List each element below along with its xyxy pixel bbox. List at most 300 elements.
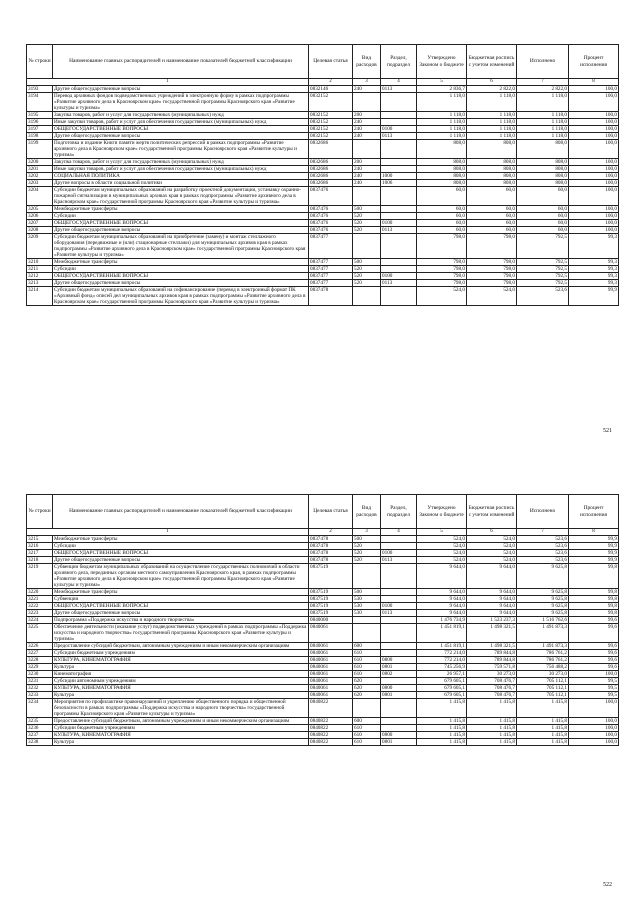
table-row xyxy=(27,133,619,140)
row-percent: 100,0 xyxy=(569,227,619,234)
table-row xyxy=(27,187,619,206)
row-number: 3193 xyxy=(27,86,53,93)
row-section xyxy=(381,589,417,596)
row-target-code: 0832686 xyxy=(309,173,353,180)
row-executed-amount: 9 625,8 xyxy=(517,596,569,603)
table-row xyxy=(27,643,619,650)
document-page-2 xyxy=(0,452,640,905)
table-row xyxy=(27,206,619,213)
table-row xyxy=(27,536,619,543)
header-approved: Утверждено Законом о бюджете xyxy=(417,45,467,79)
row-section xyxy=(381,234,417,259)
row-target-code: 0832152 xyxy=(309,93,353,112)
row-number: 3237 xyxy=(27,732,53,739)
table-row xyxy=(27,650,619,657)
row-expense-type xyxy=(353,234,381,259)
row-approved-amount: 808,0 xyxy=(417,166,467,173)
row-expense-type: 610 xyxy=(353,725,381,732)
row-roster-amount: 60,0 xyxy=(467,187,517,206)
row-name: Предоставление субсидий бюджетным, автономным учреждениям и иным некоммерческим организациям xyxy=(53,718,309,725)
row-name: Субсидии бюджетам муниципальных образований на разработку проектной документации, устанавку охранно-пожарной сигнализации в муниципальных архивах края в рамках подпрограммы «Развитие архивного дела в Красноярском крае» государственной программы Красноярского края «Развитие культуры и туризма» xyxy=(53,187,309,206)
row-number: 3223 xyxy=(27,610,53,617)
row-number: 3206 xyxy=(27,213,53,220)
row-name: Субвенции бюджетам муниципальных образований на осуществление государственных полномочий в области архивного дела, переданных органам местного самоуправления Красноярского края, в рамках подпрограммы «Развитие архивного дела в Красноярском крае» государственной программы Красноярского края «Развитие культуры и туризма» xyxy=(53,564,309,589)
row-approved-amount: 60,0 xyxy=(417,213,467,220)
row-approved-amount: 1 476 734,9 xyxy=(417,617,467,624)
table-row xyxy=(27,259,619,266)
col-number: 8 xyxy=(569,529,619,536)
col-number: 2 xyxy=(309,529,353,536)
row-percent: 100,0 xyxy=(569,173,619,180)
row-number: 3205 xyxy=(27,206,53,213)
row-percent: 99,9 xyxy=(569,550,619,557)
table-row xyxy=(27,725,619,732)
row-target-code: 0840061 xyxy=(309,643,353,650)
col-number: 6 xyxy=(467,529,517,536)
row-name: Другие общегосударственные вопросы xyxy=(53,610,309,617)
row-executed-amount: 792,5 xyxy=(517,280,569,287)
table-row xyxy=(27,610,619,617)
row-target-code: 0837476 xyxy=(309,187,353,206)
row-approved-amount: 745 256,9 xyxy=(417,664,467,671)
row-roster-amount: 524,0 xyxy=(467,550,517,557)
row-section xyxy=(381,725,417,732)
row-percent: 100,0 xyxy=(569,213,619,220)
row-executed-amount: 9 625,8 xyxy=(517,610,569,617)
row-percent: 99,6 xyxy=(569,664,619,671)
row-target-code: 0837477 xyxy=(309,266,353,273)
row-roster-amount: 9 644,0 xyxy=(467,589,517,596)
header-approved: Утверждено Законом о бюджете xyxy=(417,495,467,529)
row-section xyxy=(381,543,417,550)
page-number: 521 xyxy=(603,428,612,434)
row-approved-amount: 1 451 819,1 xyxy=(417,624,467,643)
row-name: Культура xyxy=(53,664,309,671)
row-section: 0113 xyxy=(381,133,417,140)
row-percent: 100,0 xyxy=(569,180,619,187)
row-roster-amount: 798,0 xyxy=(467,234,517,259)
row-roster-amount: 708 476,7 xyxy=(467,692,517,699)
row-expense-type xyxy=(353,187,381,206)
row-roster-amount: 60,0 xyxy=(467,213,517,220)
row-name: Субсидии бюджетам муниципальных образований на софинансирование (перевод в электронный формат ПК «Архивный фонд» описей дел муниципальных архивов края в рамках подпрограммы «Развитие архивного дела в Красноярском крае» государственной программы Красноярского края «Развитие культуры и туризма» xyxy=(53,287,309,306)
row-expense-type: 500 xyxy=(353,536,381,543)
row-section: 0100 xyxy=(381,603,417,610)
row-number: 3211 xyxy=(27,266,53,273)
row-number: 3195 xyxy=(27,112,53,119)
row-target-code: 0837476 xyxy=(309,213,353,220)
row-name: Закупка товаров, работ и услуг для государственных (муниципальных) нужд xyxy=(53,112,309,119)
col-number: 6 xyxy=(467,79,517,86)
row-approved-amount: 808,0 xyxy=(417,180,467,187)
row-roster-amount: 1 118,0 xyxy=(467,93,517,112)
row-number: 3224 xyxy=(27,617,53,624)
row-executed-amount: 9 625,8 xyxy=(517,564,569,589)
header-executed: Исполнено xyxy=(517,45,569,79)
row-name: Субвенции xyxy=(53,596,309,603)
row-target-code: 0840061 xyxy=(309,624,353,643)
row-percent: 100,0 xyxy=(569,86,619,93)
row-expense-type: 520 xyxy=(353,280,381,287)
row-name: Культура xyxy=(53,739,309,746)
row-section xyxy=(381,266,417,273)
row-percent: 100,0 xyxy=(569,725,619,732)
header-roster: Бюджетная роспись с учетом изменений xyxy=(467,495,517,529)
row-expense-type: 530 xyxy=(353,610,381,617)
row-approved-amount: 1 118,0 xyxy=(417,119,467,126)
row-approved-amount: 1 415,8 xyxy=(417,718,467,725)
row-percent: 99,3 xyxy=(569,234,619,259)
row-expense-type: 620 xyxy=(353,678,381,685)
table-row xyxy=(27,543,619,550)
row-expense-type: 520 xyxy=(353,227,381,234)
row-name: СОЦИАЛЬНАЯ ПОЛИТИКА xyxy=(53,173,309,180)
table-row xyxy=(27,596,619,603)
row-name: Другие вопросы в области социальной политики xyxy=(53,180,309,187)
row-expense-type: 200 xyxy=(353,112,381,119)
row-number: 3208 xyxy=(27,227,53,234)
table-row xyxy=(27,126,619,133)
row-number: 3238 xyxy=(27,739,53,746)
table-row xyxy=(27,234,619,259)
row-target-code: 0832146 xyxy=(309,86,353,93)
row-name: Другие общегосударственные вопросы xyxy=(53,280,309,287)
row-target-code: 0832152 xyxy=(309,133,353,140)
row-percent: 99,8 xyxy=(569,610,619,617)
col-number: 7 xyxy=(517,529,569,536)
row-roster-amount: 798,0 xyxy=(467,266,517,273)
row-target-code: 0837519 xyxy=(309,596,353,603)
row-roster-amount: 9 644,0 xyxy=(467,603,517,610)
row-expense-type: 610 xyxy=(353,732,381,739)
row-percent: 100,0 xyxy=(569,93,619,112)
row-section xyxy=(381,564,417,589)
row-approved-amount: 524,0 xyxy=(417,287,467,306)
row-executed-amount: 808,0 xyxy=(517,159,569,166)
row-target-code: 0840822 xyxy=(309,739,353,746)
row-roster-amount: 1 415,8 xyxy=(467,725,517,732)
table-row xyxy=(27,732,619,739)
table-row xyxy=(27,671,619,678)
row-roster-amount: 789 844,8 xyxy=(467,650,517,657)
row-approved-amount: 1 415,8 xyxy=(417,699,467,718)
row-approved-amount: 798,0 xyxy=(417,273,467,280)
row-expense-type: 520 xyxy=(353,557,381,564)
row-target-code: 0832686 xyxy=(309,166,353,173)
row-number: 3233 xyxy=(27,692,53,699)
row-roster-amount: 1 415,8 xyxy=(467,739,517,746)
row-approved-amount: 9 644,0 xyxy=(417,596,467,603)
row-name: ОБЩЕГОСУДАРСТВЕННЫЕ ВОПРОСЫ xyxy=(53,603,309,610)
row-number: 3219 xyxy=(27,564,53,589)
row-section xyxy=(381,166,417,173)
row-number: 3234 xyxy=(27,699,53,718)
table-row xyxy=(27,213,619,220)
header-roster: Бюджетная роспись с учетом изменений xyxy=(467,45,517,79)
row-section xyxy=(381,206,417,213)
row-percent: 99,8 xyxy=(569,596,619,603)
row-target-code: 0837478 xyxy=(309,543,353,550)
row-expense-type: 200 xyxy=(353,159,381,166)
row-target-code: 0832152 xyxy=(309,119,353,126)
row-section: 0113 xyxy=(381,86,417,93)
row-percent: 99,5 xyxy=(569,692,619,699)
row-roster-amount: 1 415,8 xyxy=(467,718,517,725)
row-percent: 99,9 xyxy=(569,287,619,306)
table-row xyxy=(27,166,619,173)
row-number: 3216 xyxy=(27,543,53,550)
row-target-code: 0837478 xyxy=(309,536,353,543)
row-roster-amount: 808,0 xyxy=(467,140,517,159)
row-approved-amount: 808,0 xyxy=(417,140,467,159)
row-executed-amount: 1 415,8 xyxy=(517,739,569,746)
row-percent: 99,6 xyxy=(569,643,619,650)
row-section: 0800 xyxy=(381,657,417,664)
header-code: Целевая статья xyxy=(309,495,353,529)
row-executed-amount: 523,6 xyxy=(517,550,569,557)
row-target-code: 0837476 xyxy=(309,227,353,234)
col-number: 4 xyxy=(381,529,417,536)
row-roster-amount: 808,0 xyxy=(467,159,517,166)
table-row xyxy=(27,678,619,685)
row-section: 0100 xyxy=(381,273,417,280)
table-row xyxy=(27,699,619,718)
row-number: 3212 xyxy=(27,273,53,280)
row-section xyxy=(381,596,417,603)
row-number: 3235 xyxy=(27,718,53,725)
row-executed-amount: 1 118,0 xyxy=(517,133,569,140)
table-row xyxy=(27,287,619,306)
row-target-code: 0837477 xyxy=(309,280,353,287)
row-executed-amount: 1 118,0 xyxy=(517,119,569,126)
row-target-code: 0837478 xyxy=(309,557,353,564)
row-approved-amount: 60,0 xyxy=(417,187,467,206)
col-number: 2 xyxy=(309,79,353,86)
row-executed-amount: 60,0 xyxy=(517,220,569,227)
row-name: Межбюджетные трансферты xyxy=(53,259,309,266)
row-name: Иные закупки товаров, работ и услуг для обеспечения государственных (муниципальных) нужд xyxy=(53,166,309,173)
row-executed-amount: 1 118,0 xyxy=(517,93,569,112)
row-expense-type: 520 xyxy=(353,220,381,227)
row-target-code: 0840061 xyxy=(309,664,353,671)
row-section: 0100 xyxy=(381,126,417,133)
row-executed-amount: 2 822,0 xyxy=(517,86,569,93)
row-roster-amount: 60,0 xyxy=(467,227,517,234)
row-section xyxy=(381,617,417,624)
table-header-row xyxy=(27,45,619,79)
row-section: 1006 xyxy=(381,180,417,187)
row-expense-type: 240 xyxy=(353,173,381,180)
row-executed-amount: 808,0 xyxy=(517,166,569,173)
row-number: 3227 xyxy=(27,650,53,657)
row-expense-type: 610 xyxy=(353,671,381,678)
row-expense-type xyxy=(353,699,381,718)
row-name: Субсидии бюджетным учреждениям xyxy=(53,650,309,657)
row-section: 0113 xyxy=(381,227,417,234)
row-expense-type: 530 xyxy=(353,596,381,603)
row-approved-amount: 1 415,8 xyxy=(417,732,467,739)
row-percent: 99,5 xyxy=(569,685,619,692)
row-percent: 99,5 xyxy=(569,678,619,685)
header-name: Наименование главных распорядителей и наименование показателей бюджетной классификации xyxy=(53,45,309,79)
row-executed-amount: 1 491 873,3 xyxy=(517,624,569,643)
row-section: 0800 xyxy=(381,685,417,692)
table-row xyxy=(27,227,619,234)
row-percent: 100,0 xyxy=(569,732,619,739)
row-executed-amount: 60,0 xyxy=(517,213,569,220)
row-approved-amount: 524,0 xyxy=(417,536,467,543)
row-number: 3213 xyxy=(27,280,53,287)
row-number: 3236 xyxy=(27,725,53,732)
row-executed-amount: 1 415,8 xyxy=(517,699,569,718)
row-approved-amount: 679 605,1 xyxy=(417,678,467,685)
row-number: 3201 xyxy=(27,166,53,173)
row-target-code: 0837519 xyxy=(309,564,353,589)
table-row xyxy=(27,173,619,180)
row-section xyxy=(381,112,417,119)
row-number: 3221 xyxy=(27,596,53,603)
row-percent: 99,3 xyxy=(569,266,619,273)
row-approved-amount: 1 118,0 xyxy=(417,93,467,112)
row-roster-amount: 524,0 xyxy=(467,557,517,564)
row-approved-amount: 808,0 xyxy=(417,173,467,180)
row-section: 0100 xyxy=(381,550,417,557)
budget-table xyxy=(26,44,619,306)
row-roster-amount: 1 523 237,3 xyxy=(467,617,517,624)
row-approved-amount: 1 118,0 xyxy=(417,133,467,140)
row-target-code: 0832686 xyxy=(309,140,353,159)
row-approved-amount: 679 605,1 xyxy=(417,692,467,699)
row-approved-amount: 808,0 xyxy=(417,159,467,166)
row-target-code: 0840061 xyxy=(309,657,353,664)
row-roster-amount: 1 118,0 xyxy=(467,119,517,126)
row-expense-type: 600 xyxy=(353,718,381,725)
row-target-code: 0837478 xyxy=(309,287,353,306)
row-target-code: 0840000 xyxy=(309,617,353,624)
row-approved-amount: 1 415,8 xyxy=(417,739,467,746)
row-section: 1000 xyxy=(381,173,417,180)
row-roster-amount: 759 571,8 xyxy=(467,664,517,671)
row-target-code: 0837519 xyxy=(309,610,353,617)
row-section xyxy=(381,643,417,650)
col-number: 5 xyxy=(417,529,467,536)
row-roster-amount: 808,0 xyxy=(467,166,517,173)
row-name: Межбюджетные трансферты xyxy=(53,536,309,543)
row-executed-amount: 792,5 xyxy=(517,266,569,273)
table-row xyxy=(27,140,619,159)
row-roster-amount: 808,0 xyxy=(467,173,517,180)
row-percent: 99,6 xyxy=(569,650,619,657)
row-number: 3222 xyxy=(27,603,53,610)
row-section: 0113 xyxy=(381,280,417,287)
row-roster-amount: 9 644,0 xyxy=(467,596,517,603)
row-approved-amount: 2 836,7 xyxy=(417,86,467,93)
table-header-row xyxy=(27,495,619,529)
row-name: Субсидии автономным учреждениям xyxy=(53,678,309,685)
col-number: 7 xyxy=(517,79,569,86)
row-target-code: 0832686 xyxy=(309,180,353,187)
row-expense-type xyxy=(353,564,381,589)
row-executed-amount: 792,5 xyxy=(517,273,569,280)
row-name: Субсидии xyxy=(53,266,309,273)
row-executed-amount: 60,0 xyxy=(517,206,569,213)
row-approved-amount: 679 605,1 xyxy=(417,685,467,692)
row-approved-amount: 798,0 xyxy=(417,280,467,287)
row-section: 0801 xyxy=(381,739,417,746)
row-target-code: 0837519 xyxy=(309,589,353,596)
row-name: Другие общегосударственные вопросы xyxy=(53,227,309,234)
row-executed-amount: 523,6 xyxy=(517,536,569,543)
row-roster-amount: 708 476,7 xyxy=(467,678,517,685)
row-roster-amount: 524,0 xyxy=(467,543,517,550)
row-roster-amount: 798,0 xyxy=(467,259,517,266)
table-row xyxy=(27,86,619,93)
row-number: 3231 xyxy=(27,678,53,685)
row-approved-amount: 772 214,0 xyxy=(417,650,467,657)
row-number: 3228 xyxy=(27,657,53,664)
table-row xyxy=(27,664,619,671)
row-target-code: 0840061 xyxy=(309,692,353,699)
row-roster-amount: 9 644,0 xyxy=(467,610,517,617)
table-row xyxy=(27,718,619,725)
row-section xyxy=(381,718,417,725)
row-expense-type: 610 xyxy=(353,650,381,657)
row-name: Субсидии бюджетам муниципальных образований на приобретение (замену) и монтаж стеллажного оборудования (передвижные и (или) стационарные стеллажи) для муниципальных архивов края в рамках подпрограммы «Развитие архивного дела в Красноярском крае» государственной программы Красноярского края «Развитие культуры и туризма» xyxy=(53,234,309,259)
row-section: 0801 xyxy=(381,664,417,671)
header-pct: Процент исполнения xyxy=(569,495,619,529)
row-executed-amount: 1 118,0 xyxy=(517,126,569,133)
header-name: Наименование главных распорядителей и наименование показателей бюджетной классификации xyxy=(53,495,309,529)
header-row-no: № строки xyxy=(27,45,53,79)
row-name: Кинематография xyxy=(53,671,309,678)
row-approved-amount: 798,0 xyxy=(417,266,467,273)
row-number: 3197 xyxy=(27,126,53,133)
row-approved-amount: 9 644,0 xyxy=(417,603,467,610)
row-section: 0801 xyxy=(381,692,417,699)
row-percent: 100,0 xyxy=(569,140,619,159)
row-expense-type: 500 xyxy=(353,206,381,213)
row-executed-amount: 792,5 xyxy=(517,234,569,259)
row-section xyxy=(381,119,417,126)
row-expense-type: 520 xyxy=(353,273,381,280)
row-section xyxy=(381,650,417,657)
row-number: 3220 xyxy=(27,589,53,596)
row-percent: 99,3 xyxy=(569,259,619,266)
row-executed-amount: 1 415,8 xyxy=(517,725,569,732)
row-roster-amount: 30 273,0 xyxy=(467,671,517,678)
row-executed-amount: 523,6 xyxy=(517,557,569,564)
row-roster-amount: 1 415,8 xyxy=(467,699,517,718)
row-percent: 100,0 xyxy=(569,133,619,140)
row-roster-amount: 1 498 321,5 xyxy=(467,624,517,643)
row-number: 3218 xyxy=(27,557,53,564)
row-expense-type: 240 xyxy=(353,126,381,133)
row-approved-amount: 60,0 xyxy=(417,206,467,213)
row-executed-amount: 705 112,1 xyxy=(517,692,569,699)
table-row xyxy=(27,273,619,280)
row-roster-amount: 60,0 xyxy=(467,220,517,227)
row-expense-type xyxy=(353,287,381,306)
row-executed-amount: 756 488,2 xyxy=(517,664,569,671)
row-percent: 100,0 xyxy=(569,671,619,678)
header-executed: Исполнено xyxy=(517,495,569,529)
row-section: 0800 xyxy=(381,732,417,739)
row-executed-amount: 705 112,1 xyxy=(517,685,569,692)
row-section xyxy=(381,536,417,543)
row-expense-type: 610 xyxy=(353,664,381,671)
row-percent: 100,0 xyxy=(569,718,619,725)
row-approved-amount: 1 118,0 xyxy=(417,112,467,119)
